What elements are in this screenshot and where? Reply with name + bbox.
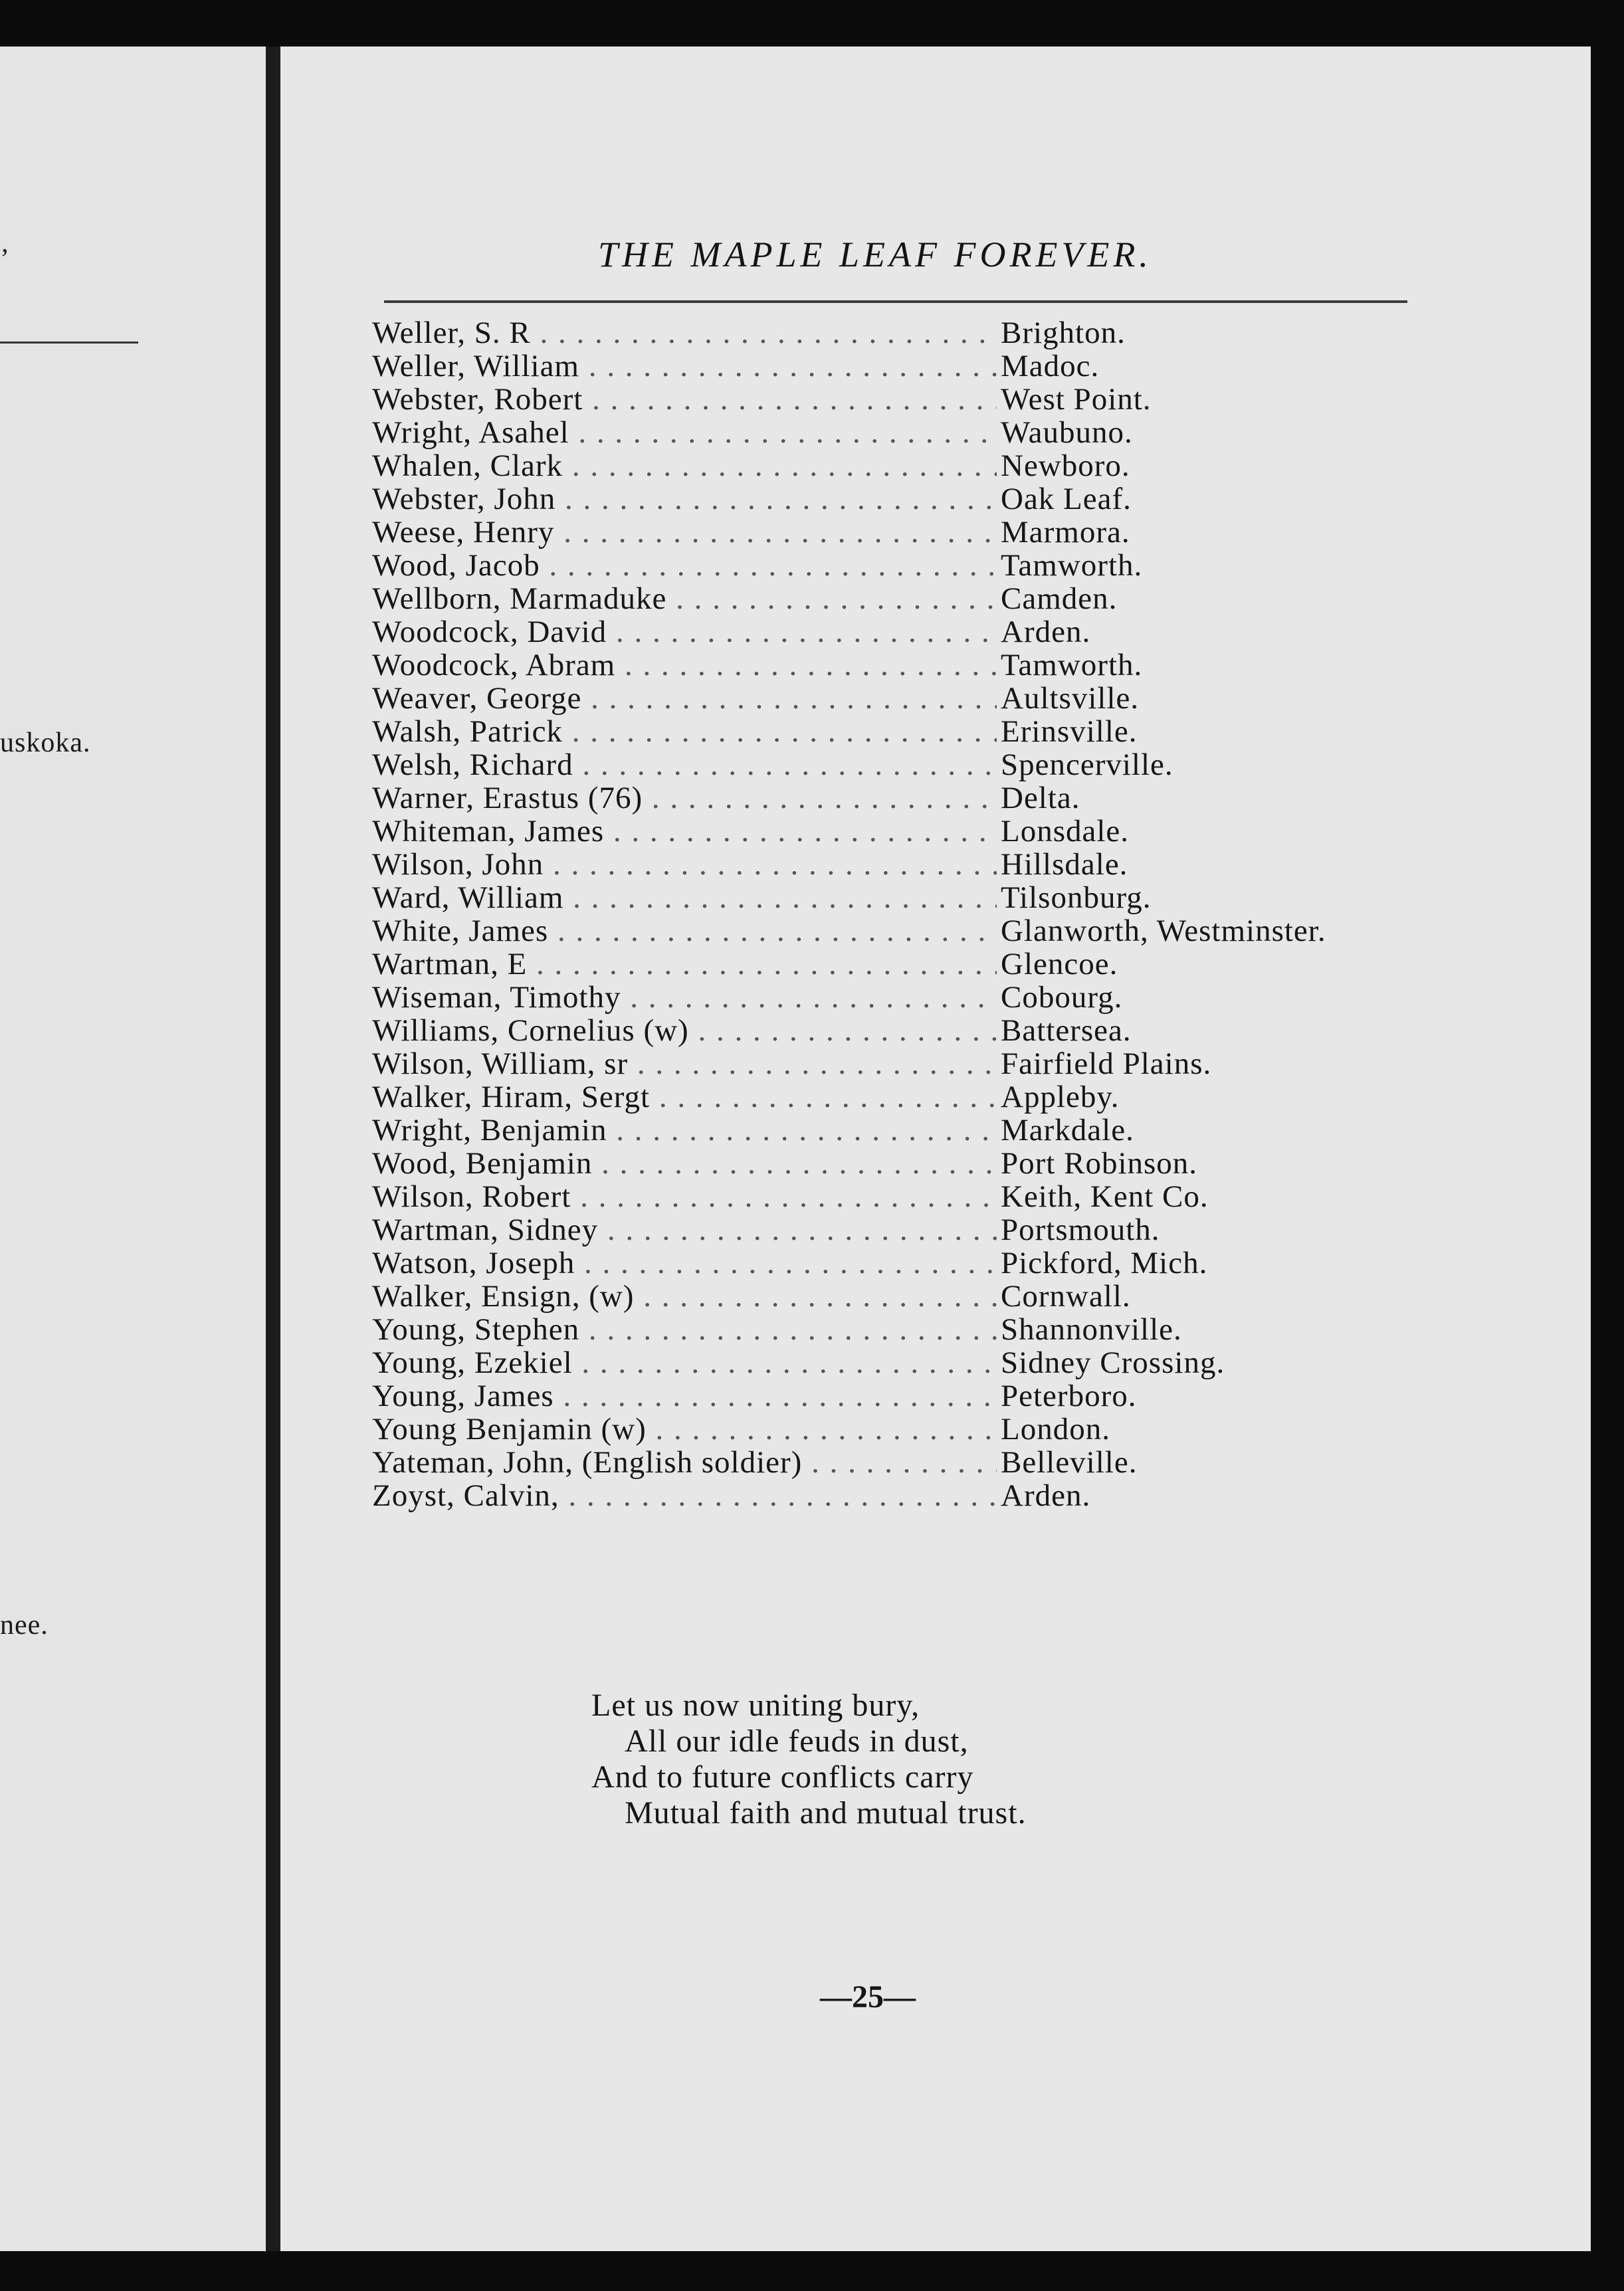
entry-name: Williams, Cornelius (w) . . . xyxy=(372,1014,997,1047)
entry-name: Walker, Hiram, Sergt . . . xyxy=(372,1080,997,1114)
entry-name: Webster, John . . . xyxy=(372,482,997,516)
entry-place: Cobourg. xyxy=(1001,980,1123,1015)
entry-place: West Point. xyxy=(1001,382,1152,417)
list-entry xyxy=(372,383,1409,416)
entry-name: Walker, Ensign, (w) . . . xyxy=(372,1280,997,1313)
entry-place: Delta. xyxy=(1001,781,1080,815)
list-entry xyxy=(372,648,1409,682)
entry-name: Yateman, John, (English soldier) . . . xyxy=(372,1446,997,1479)
entry-name: Wilson, William, sr . . . xyxy=(372,1047,997,1080)
scan-border-bottom xyxy=(0,2251,1624,2291)
previous-page xyxy=(0,47,266,2251)
list-entry xyxy=(372,549,1409,582)
entry-place: Marmora. xyxy=(1001,515,1130,549)
entry-place: Tamworth. xyxy=(1001,548,1143,583)
entry-place: Glanworth, Westminster. xyxy=(1001,914,1326,948)
list-entry xyxy=(372,1147,1409,1180)
entry-place: Pickford, Mich. xyxy=(1001,1246,1208,1280)
verse-line: All our idle feuds in dust, xyxy=(625,1724,969,1759)
entry-name: Wilson, Robert . . . xyxy=(372,1180,997,1213)
entry-place: Hillsdale. xyxy=(1001,847,1128,882)
entry-place: Arden. xyxy=(1001,615,1091,649)
entry-place: Glencoe. xyxy=(1001,947,1118,981)
entry-place: Camden. xyxy=(1001,581,1118,616)
list-entry xyxy=(372,848,1409,881)
entry-name: Watson, Joseph . . . xyxy=(372,1246,997,1280)
list-entry xyxy=(372,615,1409,648)
list-entry xyxy=(372,1346,1409,1379)
list-entry xyxy=(372,682,1409,715)
page-number: —25— xyxy=(820,1979,916,2015)
previous-page-rule xyxy=(0,342,138,344)
verse xyxy=(591,1688,1189,1831)
entry-name: Weller, S. R . . . xyxy=(372,316,997,349)
entry-name: Wiseman, Timothy . . . xyxy=(372,981,997,1014)
entry-name: Whalen, Clark . . . xyxy=(372,449,997,482)
list-entry xyxy=(372,947,1409,981)
scan-border-right xyxy=(1591,0,1624,2291)
entry-place: Shannonville. xyxy=(1001,1312,1182,1347)
list-entry xyxy=(372,449,1409,482)
entry-place: Tilsonburg. xyxy=(1001,880,1152,915)
list-entry xyxy=(372,349,1409,383)
entry-place: Sidney Crossing. xyxy=(1001,1345,1225,1380)
entry-name: Young, James . . . xyxy=(372,1379,997,1413)
entry-place: Madoc. xyxy=(1001,349,1100,383)
entry-name: Young Benjamin (w) . . . xyxy=(372,1413,997,1446)
entry-name: Woodcock, Abram . . . xyxy=(372,648,997,682)
list-entry xyxy=(372,582,1409,615)
entry-place: Markdale. xyxy=(1001,1113,1134,1147)
entry-place: Spencerville. xyxy=(1001,747,1173,782)
entry-place: Erinsville. xyxy=(1001,714,1138,749)
entry-place: Cornwall. xyxy=(1001,1279,1131,1314)
list-entry xyxy=(372,815,1409,848)
list-entry xyxy=(372,1213,1409,1246)
running-head-rule xyxy=(384,300,1407,303)
entry-name: Wright, Benjamin . . . xyxy=(372,1114,997,1147)
previous-page-fragment: uskoka. xyxy=(0,728,91,758)
list-entry xyxy=(372,1014,1409,1047)
entry-place: London. xyxy=(1001,1412,1110,1446)
entry-name: Young, Ezekiel . . . xyxy=(372,1346,997,1379)
entry-name: White, James . . . xyxy=(372,914,997,947)
list-entry xyxy=(372,1080,1409,1114)
entry-place: Fairfield Plains. xyxy=(1001,1046,1212,1081)
entry-place: Battersea. xyxy=(1001,1013,1132,1048)
running-head: THE MAPLE LEAF FOREVER. xyxy=(598,235,1152,274)
list-entry xyxy=(372,981,1409,1014)
list-entry xyxy=(372,1180,1409,1213)
entry-name: Weaver, George . . . xyxy=(372,682,997,715)
list-entry xyxy=(372,881,1409,914)
entry-name: Wright, Asahel . . . xyxy=(372,416,997,449)
entry-place: Belleville. xyxy=(1001,1445,1138,1480)
entry-name: Webster, Robert . . . xyxy=(372,383,997,416)
verse-line: Mutual faith and mutual trust. xyxy=(625,1795,1027,1831)
list-entry xyxy=(372,482,1409,516)
list-entry xyxy=(372,715,1409,748)
list-entry xyxy=(372,516,1409,549)
list-entry xyxy=(372,416,1409,449)
entry-place: Lonsdale. xyxy=(1001,814,1130,848)
verse-line: And to future conflicts carry xyxy=(591,1759,974,1795)
entry-name: Weller, William . . . xyxy=(372,349,997,383)
entry-name: Zoyst, Calvin, . . . xyxy=(372,1479,997,1512)
entry-name: Wilson, John . . . xyxy=(372,848,997,881)
entry-place: Waubuno. xyxy=(1001,415,1133,450)
entry-name: Welsh, Richard . . . xyxy=(372,748,997,781)
book-gutter xyxy=(266,47,280,2251)
entry-name: Wartman, Sidney . . . xyxy=(372,1213,997,1246)
entry-place: Newboro. xyxy=(1001,448,1130,483)
entry-place: Tamworth. xyxy=(1001,648,1143,682)
entry-name: Warner, Erastus (76) . . . xyxy=(372,781,997,815)
entry-place: Arden. xyxy=(1001,1478,1091,1513)
verse-line: Let us now uniting bury, xyxy=(591,1688,920,1723)
entry-place: Brighton. xyxy=(1001,316,1126,350)
entry-name: Wood, Jacob . . . xyxy=(372,549,997,582)
list-entry xyxy=(372,1413,1409,1446)
entry-name: Ward, William . . . xyxy=(372,881,997,914)
entry-name: Young, Stephen . . . xyxy=(372,1313,997,1346)
entry-name: Walsh, Patrick . . . xyxy=(372,715,997,748)
list-entry xyxy=(372,1246,1409,1280)
entry-name: Whiteman, James . . . xyxy=(372,815,997,848)
entry-name: Wood, Benjamin . . . xyxy=(372,1147,997,1180)
list-entry xyxy=(372,1479,1409,1512)
list-entry xyxy=(372,1379,1409,1413)
entry-place: Portsmouth. xyxy=(1001,1213,1160,1247)
list-entry xyxy=(372,1446,1409,1479)
entry-place: Appleby. xyxy=(1001,1080,1120,1114)
entry-place: Peterboro. xyxy=(1001,1379,1137,1413)
list-entry xyxy=(372,748,1409,781)
entry-place: Oak Leaf. xyxy=(1001,482,1132,516)
previous-page-fragment: ’ xyxy=(0,244,10,274)
list-entry xyxy=(372,1114,1409,1147)
entry-name: Wartman, E . . . xyxy=(372,947,997,981)
list-entry xyxy=(372,781,1409,815)
list-entry xyxy=(372,316,1409,349)
list-entry xyxy=(372,1313,1409,1346)
entry-place: Aultsville. xyxy=(1001,681,1140,716)
list-entry xyxy=(372,914,1409,947)
entry-place: Port Robinson. xyxy=(1001,1146,1198,1181)
list-entry xyxy=(372,1047,1409,1080)
previous-page-fragment: nee. xyxy=(0,1610,49,1641)
list-entry xyxy=(372,1280,1409,1313)
entry-name: Woodcock, David . . . xyxy=(372,615,997,648)
entry-name: Weese, Henry . . . xyxy=(372,516,997,549)
entry-place: Keith, Kent Co. xyxy=(1001,1179,1209,1214)
entry-name: Wellborn, Marmaduke . . . xyxy=(372,582,997,615)
